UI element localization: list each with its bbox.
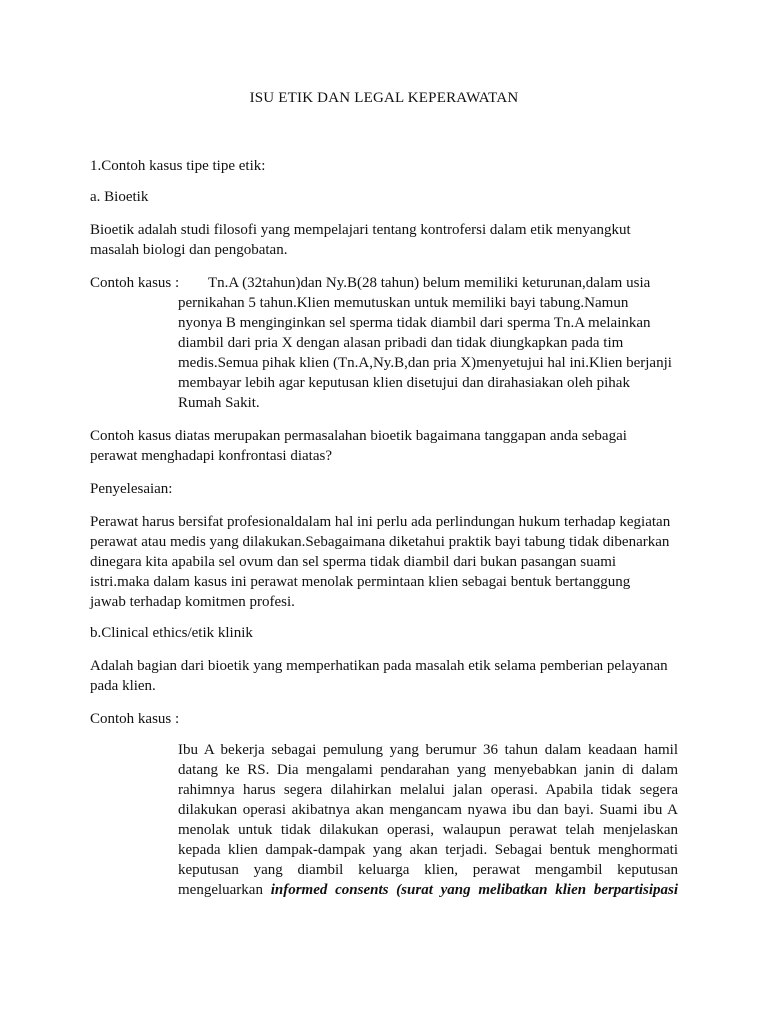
section-heading: 1.Contoh kasus tipe tipe etik: xyxy=(90,158,266,174)
solution-line: Perawat harus bersifat profesionaldalam hal ini perlu ada perlindungan hukum terhadap kegiatan xyxy=(90,514,671,530)
solution-line: dinegara kita apabila sel ovum dan sel sperma tidak diambil dari bukan pasangan suami xyxy=(90,554,617,570)
case-line: menolak untuk tidak dilakukan operasi, walaupun perawat telah menjelaskan xyxy=(178,822,678,838)
case-line: nyonya B menginginkan sel sperma tidak diambil dari sperma Tn.A melainkan xyxy=(178,315,651,331)
question-line: perawat menghadapi konfrontasi diatas? xyxy=(90,448,332,464)
paragraph-line: Adalah bagian dari bioetik yang memperhatikan pada masalah etik selama pemberian pelayanan xyxy=(90,658,668,674)
solution-line: jawab terhadap komitmen profesi. xyxy=(90,594,295,610)
question-line: Contoh kasus diatas merupakan permasalahan bioetik bagaimana tanggapan anda sebagai xyxy=(90,428,627,444)
subheading-clinical-ethics: b.Clinical ethics/etik klinik xyxy=(90,625,253,641)
case-line-last xyxy=(178,880,678,900)
case-line: Tn.A (32tahun)dan Ny.B(28 tahun) belum memiliki keturunan,dalam usia xyxy=(208,275,651,291)
informed-consent-emphasis: informed consents (surat yang melibatkan klien berpartisipasi xyxy=(270,882,678,898)
case-line: datang ke RS. Dia mengalami pendarahan yang menyebabkan janin di dalam xyxy=(178,762,678,778)
paragraph-line: masalah biologi dan pengobatan. xyxy=(90,242,288,258)
case-line: rahimnya harus segera dilahirkan melalui jalan operasi. Apabila tidak segera xyxy=(178,782,678,798)
document-title: ISU ETIK DAN LEGAL KEPERAWATAN xyxy=(249,90,519,106)
case-line: Rumah Sakit. xyxy=(178,395,260,411)
case-line: kepada klien dampak-dampak yang akan terjadi. Sebagai bentuk menghormati xyxy=(178,842,678,858)
case-line: Ibu A bekerja sebagai pemulung yang berumur 36 tahun dalam keadaan hamil xyxy=(178,742,678,758)
case-line: diambil dari pria X dengan alasan pribadi dan tidak diungkapkan pada tim xyxy=(178,335,624,351)
paragraph-line: pada klien. xyxy=(90,678,156,694)
paragraph-line: Bioetik adalah studi filosofi yang mempelajari tentang kontrofersi dalam etik menyangkut xyxy=(90,222,631,238)
solution-line: istri.maka dalam kasus ini perawat menolak permintaan klien sebagai bentuk bertanggung xyxy=(90,574,631,590)
case-line-plain: mengeluarkan xyxy=(178,882,271,898)
case-line: dilakukan operasi akibatnya akan mengancam nyawa ibu dan bayi. Suami ibu A xyxy=(178,802,678,818)
subheading-bioetik: a. Bioetik xyxy=(90,189,149,205)
solution-line: perawat atau medis yang dilakukan.Sebagaimana diketahui praktik bayi tabung tidak dibenarkan xyxy=(90,534,670,550)
case-line: membayar lebih agar keputusan klien disetujui dan dirahasiakan oleh pihak xyxy=(178,375,630,391)
solution-label: Penyelesaian: xyxy=(90,481,173,497)
case-label: Contoh kasus : xyxy=(90,275,180,291)
case-label: Contoh kasus : xyxy=(90,711,180,727)
case-line: pernikahan 5 tahun.Klien memutuskan untuk memiliki bayi tabung.Namun xyxy=(178,295,629,311)
case-line: medis.Semua pihak klien (Tn.A,Ny.B,dan pria X)menyetujui hal ini.Klien berjanji xyxy=(178,355,672,371)
case-line: keputusan yang diambil keluarga klien, perawat mengambil keputusan xyxy=(178,862,678,878)
